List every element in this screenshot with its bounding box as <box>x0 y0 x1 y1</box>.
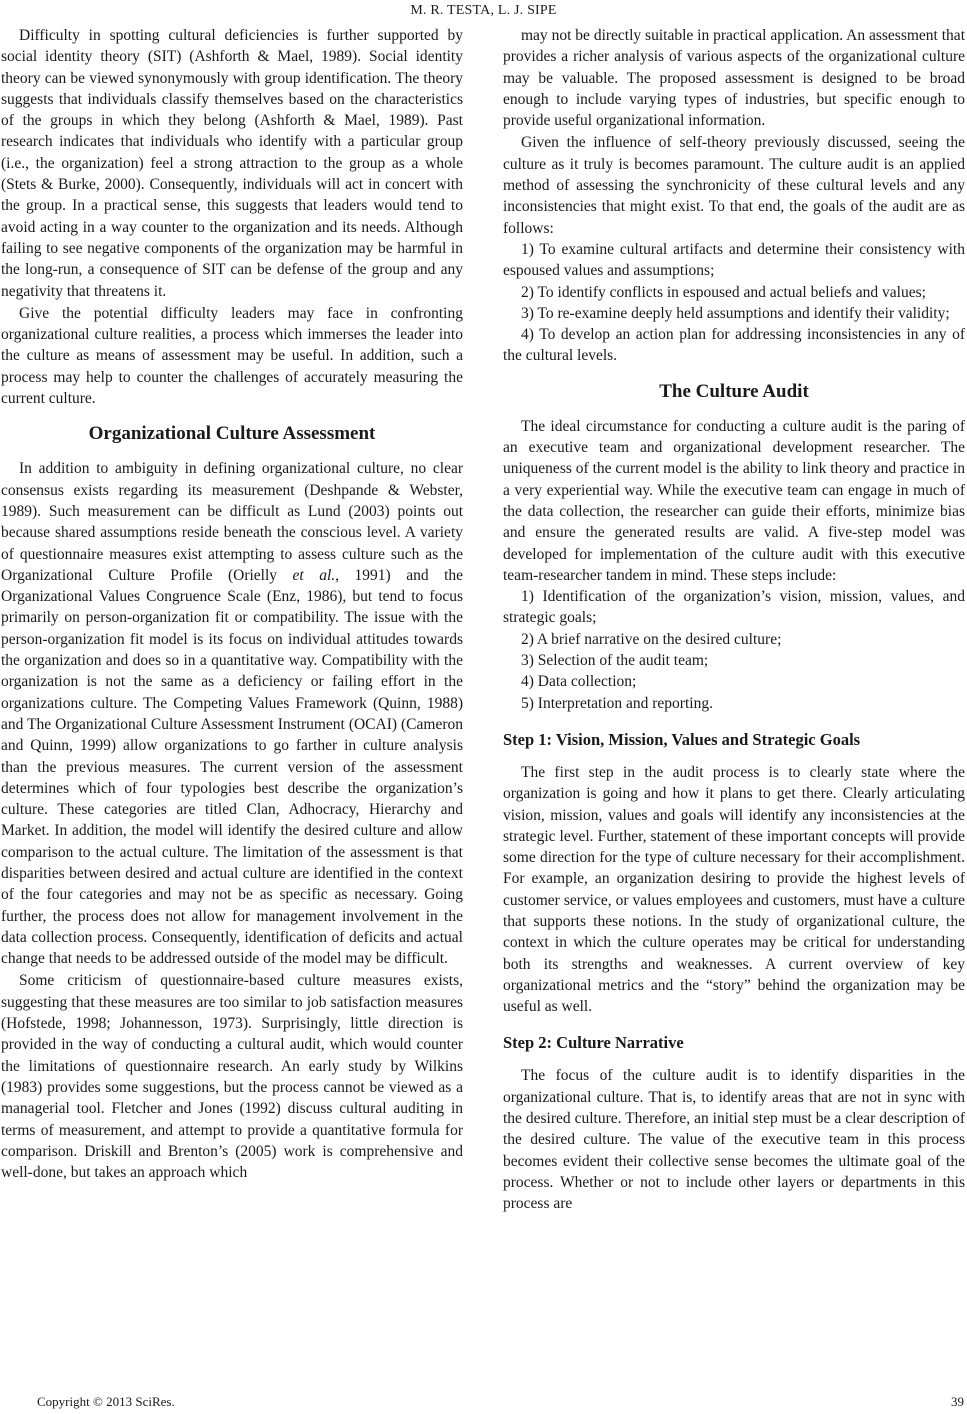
goal-item: 3) To re-examine deeply held assumptions and identify their validity; <box>521 304 950 322</box>
step-item: 3) Selection of the audit team; <box>521 652 709 670</box>
paragraph: Some criticism of questionnaire-based culture measures exists, suggesting that these measures are too similar to job satisfaction measures (Hofstede, 1998; Johannesson, 1973). Surprisingly, little direction is provided in the way of conducting a cultural audit, which would counter the limitations of questionnaire research. An early study by Wilkins (1983) provides some suggestions, but the process cannot be viewed as a managerial tool. Fletcher and Jones (1992) discuss cultural auditing in terms of measurement, and attempt to provide a quantitative formula for comparison. Driskill and Brenton’s (2005) work is comprehensive and well-done, but takes an approach which <box>1 972 463 1182</box>
et-al-italic: et al. <box>292 566 336 584</box>
paragraph: Give the potential difficulty leaders may face in confronting organizational culture realities, a process which immerses the leader into the culture as means of assessment may be useful. In addition, such a process may help to counter the challenges of accurately measuring the current culture. <box>1 304 463 408</box>
page-number: 39 <box>951 1394 964 1409</box>
step-item: 1) Identification of the organization’s vision, mission, values, and strategic goals; <box>503 588 965 627</box>
subsection-heading: Step 1: Vision, Mission, Values and Strategic Goals <box>503 729 861 749</box>
section-heading: Organizational Culture Assessment <box>88 423 376 445</box>
subsection-heading: Step 2: Culture Narrative <box>503 1033 684 1053</box>
goal-item: 1) To examine cultural artifacts and determine their consistency with espoused values and assumptions; <box>503 240 965 280</box>
step-item: 2) A brief narrative on the desired culture; <box>521 630 782 648</box>
goal-item: 4) To develop an action plan for addressing inconsistencies in any of the cultural levels. <box>503 326 965 365</box>
step-item: 4) Data collection; <box>521 673 637 691</box>
paragraph: The ideal circumstance for conducting a culture audit is the paring of an executive team and organizational development researcher. The uniqueness of the current model is the ability to link theory and practice in a very experiential way. While the executive team can engage in much of the data collection, the researcher can guide their efforts, minimize bias and ensure the generated results are valid. A five-step model was developed for implementation of the culture audit with this executive team-researcher tandem in mind. These steps include: <box>503 417 965 584</box>
paragraph <box>1 458 463 969</box>
paragraph: The first step in the audit process is to clearly state where the organization is going and how it plans to get there. Clearly articulating vision, mission, values and goals will identify any inconsistencies at the strategic level. Further, statement of these important concepts will provide some direction for the type of culture necessary for their accomplishment. For example, an organization desiring to provide the highest levels of customer service, or values employees and customers, must have a culture that supports these notions. In the study of organizational culture, the context in which the culture operates may be critical for understanding both its strengths and weaknesses. A current overview of key organizational metrics and the “story” behind the organization may be useful as well. <box>503 763 965 1016</box>
paragraph: Given the influence of self-theory previously discussed, seeing the culture as it truly is becomes paramount. The culture audit is an applied method of assessing the synchronicity of these cultural levels and any inconsistencies that might exist. To that end, the goals of the audit are as follows: <box>503 134 965 237</box>
running-head: M. R. TESTA, L. J. SIPE <box>410 3 557 18</box>
copyright-notice: Copyright © 2013 SciRes. <box>37 1394 175 1409</box>
paragraph-text: In addition to ambiguity in defining organizational culture, no clear consensus exists regarding its measurement (Deshpande & Webster, 1989). Such measurement can be difficult as Lund (2003) points out because shared assumptions reside beneath the conscious level. A variety of questionnaire measures exist attempting to assess culture such as the Organizational Culture Profile (Orielly <box>1 460 463 584</box>
left-column <box>1 25 463 1183</box>
section-heading: The Culture Audit <box>659 380 809 402</box>
goal-item: 2) To identify conflicts in espoused and actual beliefs and values; <box>521 283 926 301</box>
step-item: 5) Interpretation and reporting. <box>521 694 713 712</box>
right-column <box>503 25 965 1215</box>
paragraph: Difficulty in spotting cultural deficiencies is further supported by social identity theory (SIT) (Ashforth & Mael, 1989). Social identity theory can be viewed synonymously with group identification. The theory suggests that individuals classify themselves based on the characteristics of the groups in which they belong (Ashforth & Mael, 1989). Past research indicates that individuals who identify with a particular group (i.e., the organization) feel a strong attraction to the group as a whole (Stets & Burke, 2000). Consequently, individuals will act in concert with the group. In a practical sense, this suggests that leaders would tend to avoid acting in a way counter to the organization and its needs. Although failing to see negative components of the organization may be harmful in the long-run, a consequence of SIT can be defense of the group and any negativity that threatens it. <box>1 27 463 300</box>
paragraph: The focus of the culture audit is to identify disparities in the organizational culture. That is, to identify areas that are not in sync with the desired culture. Therefore, an initial step must be a clear description of the desired culture. The value of the executive team in this process becomes evident their collective sense becomes the ultimate goal of the process. Whether or not to include other layers or departments in this process are <box>503 1067 965 1213</box>
paragraph-text: , 1991) and the Organizational Values Congruence Scale (Enz, 1986), but tend to focus primarily on person-organization fit or compatibility. The issue with the person-organization fit model is its focus on individual attitudes towards the organization and does so in a quantitative way. Compatibility with the organization is not the same as a deficiency or failing effort in the organizations culture. The Competing Values Framework (Quinn, 1988) and The Organizational Culture Assessment Instrument (OCAI) (Cameron and Quinn, 1999) allow organizations to go farther in culture analysis than the previous measures. The current version of the assessment determines which of four typologies best describe the organization’s culture. These categories are titled Clan, Adhocracy, Hierarchy and Market. In addition, the model will identify the desired culture and allow comparison to the actual culture. The limitation of the assessment is that disparities between desired and actual culture are identified in the context of the four categories and may not be as specific as necessary. Going further, the process does not allow for management involvement in the data collection process. Consequently, identification of deficits and actual change that needs to be addressed outside of the model may be difficult. <box>1 566 464 968</box>
paragraph: may not be directly suitable in practical application. An assessment that provides a richer analysis of various aspects of the organizational culture may be valuable. The proposed assessment is designed to be broad enough to include varying types of industries, but specific enough to provide useful organizational information. <box>503 27 965 130</box>
